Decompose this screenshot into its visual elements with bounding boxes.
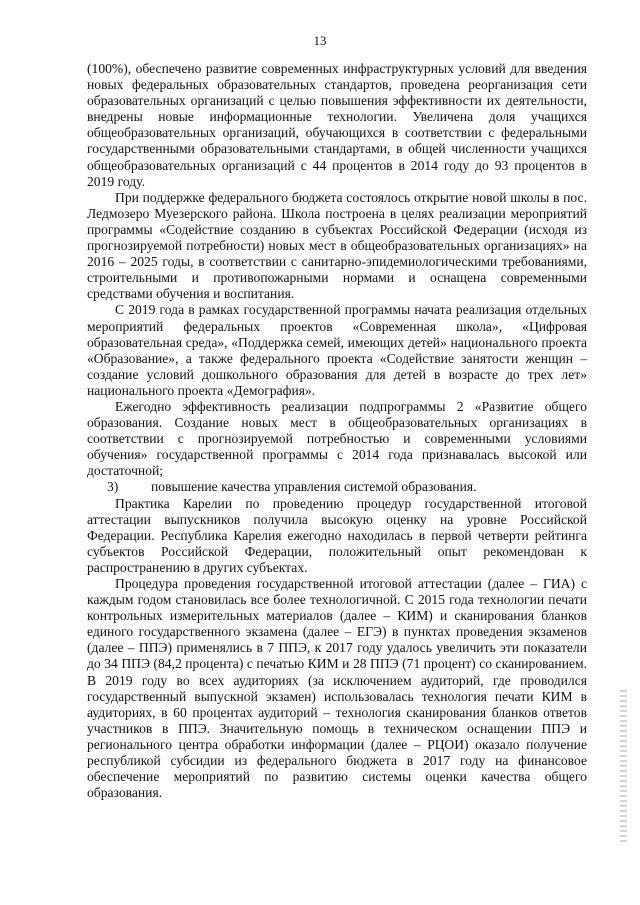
paragraph-2: При поддержке федерального бюджета состоялось открытие новой школы в пос. Ледмозеро Муезерского района. Школа построена в целях реализации мероприятий программы «Содействие созданию в субъектах Российской Федерации (исходя из прогнозируемой потребности) новых мест в общеобразовательных организациях» на 2016 – 2025 годы, в соответствии с санитарно-эпидемиологическими требованиями, строительными и противопожарными нормами и оснащена современными средствами обучения и воспитания.: [87, 189, 587, 302]
list-item-text: повышение качества управления системой образования.: [151, 479, 477, 495]
paragraph-3: С 2019 года в рамках государственной программы начата реализация отдельных мероприятий федеральных проектов «Современная школа», «Цифровая образовательная среда», «Поддержка семей, имеющих детей» национального проекта «Образование», а также федерального проекта «Содействие занятости женщин – создание условий дошкольного образования для детей в возрасте до трех лет» национального проекта «Демография».: [87, 302, 587, 398]
paragraph-6: Процедура проведения государственной итоговой аттестации (далее – ГИА) с каждым годом становилась все более технологичной. С 2015 года технологии печати контрольных измерительных материалов (далее – КИМ) и сканирования бланков единого государственного экзамена (далее – ЕГЭ) в пунктах проведения экзаменов (далее – ППЭ) применялись в 7 ППЭ, к 2017 году удалось увеличить эти показатели до 34 ППЭ (84,2 процента) с печатью КИМ и 28 ППЭ (71 процент) со сканированием. В 2019 году во всех аудиториях (за исключением аудиторий, где проводился государственный выпускной экзамен) использовалась технология печати КИМ в аудиториях, в 60 процентах аудиторий – технология сканирования бланков ответов участников в ППЭ. Значительную помощь в техническом оснащении ППЭ и регионального центра обработки информации (далее – РЦОИ) оказало получение республикой субсидии из федерального бюджета в 2017 году на финансовое обеспечение мероприятий по развитию системы оценки качества общего образования.: [87, 576, 587, 801]
list-item-3: [87, 479, 587, 495]
page-number: 13: [313, 33, 327, 48]
scan-edge-mark: [620, 690, 627, 842]
paragraph-5: Практика Карелии по проведению процедур государственной итоговой аттестации выпускников получила высокую оценку на уровне Российской Федерации. Республика Карелия ежегодно находилась в первой четверти рейтинга субъектов Российской Федерации, положительный опыт рекомендован к распространению в других субъектах.: [87, 495, 587, 575]
document-body: [87, 61, 587, 801]
paragraph-4: Ежегодно эффективность реализации подпрограммы 2 «Развитие общего образования. Создание новых мест в общеобразовательных организациях в соответствии с прогнозируемой потребностью и современными условиями обучения» государственной программы с 2014 года признавалась высокой или достаточной;: [87, 398, 587, 479]
paragraph-1: (100%), обеспечено развитие современных инфраструктурных условий для введения новых федеральных образовательных стандартов, проведена реорганизация сети образовательных организаций с целью повышения эффективности их деятельности, внедрены новые информационные технологии. Увеличена доля учащихся общеобразовательных организаций, обучающихся в соответствии с федеральными государственными образовательными стандартами, в общей численности учащихся общеобразовательных организаций с 44 процентов в 2014 году до 93 процентов в 2019 году.: [87, 61, 587, 189]
list-item-number: 3): [107, 479, 119, 495]
